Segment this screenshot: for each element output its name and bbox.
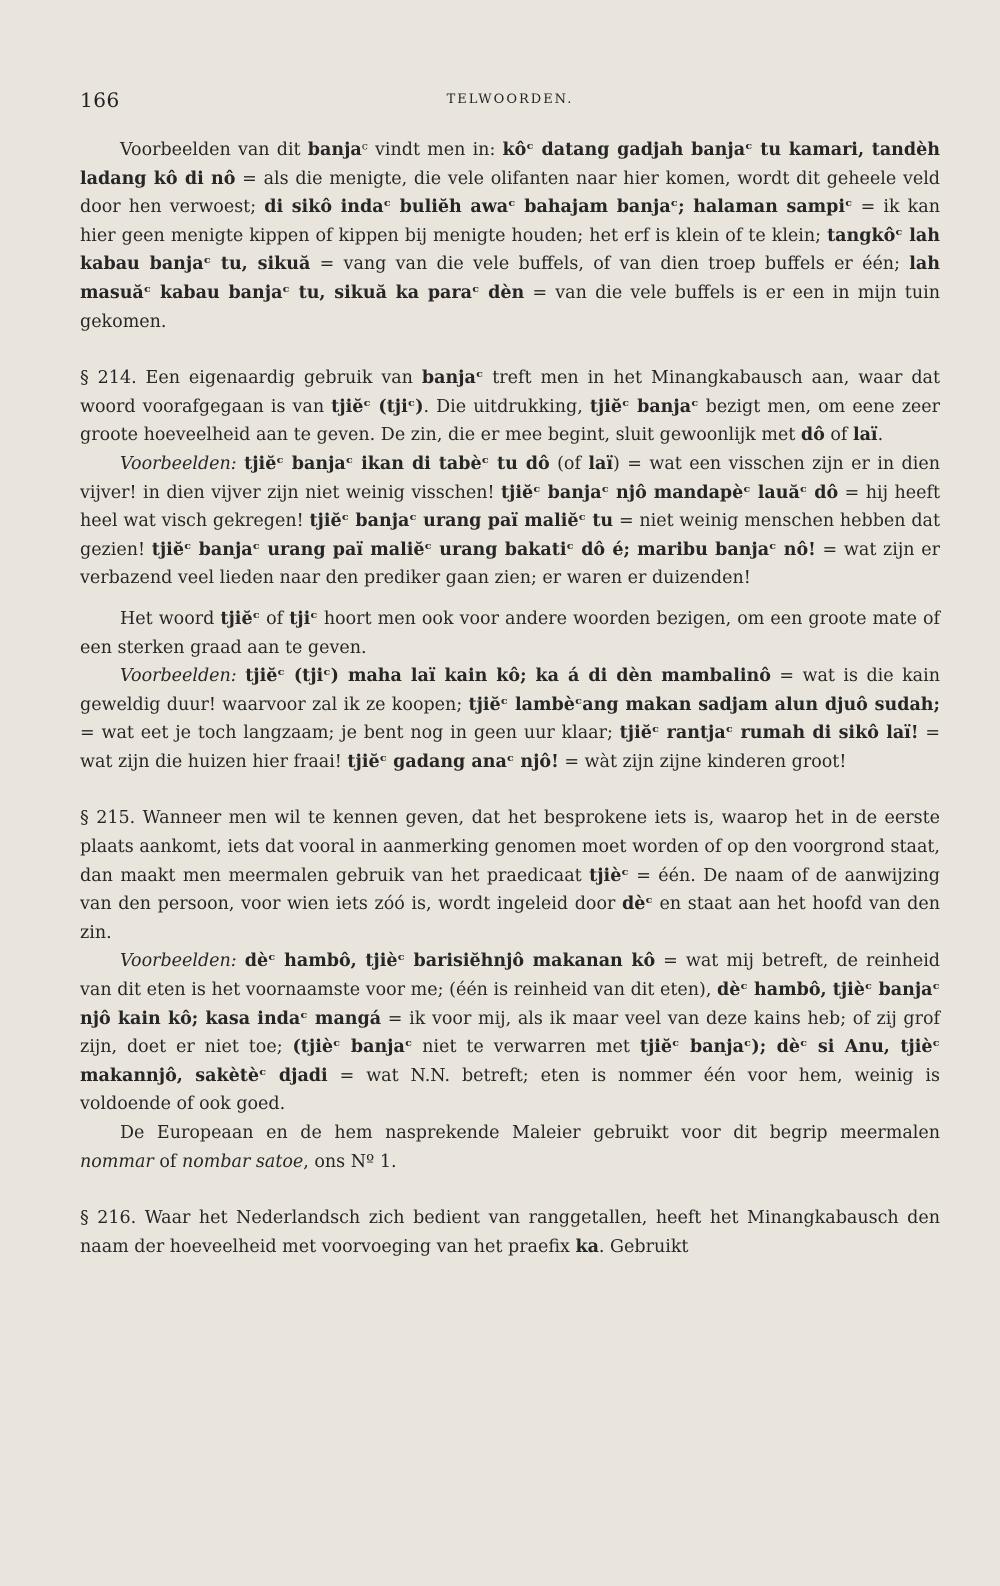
malay-term: di sikô indaᶜ buliĕh awaᶜ bahajam banjaᶜ; halaman sampiᶜ bbox=[264, 197, 853, 218]
text-run bbox=[237, 951, 245, 971]
text-run: § 214. Een eigenaardig gebruik van bbox=[80, 368, 422, 389]
malay-term: banjaᶜ bbox=[421, 368, 484, 389]
text-run bbox=[237, 666, 245, 686]
malay-term: dô bbox=[800, 425, 825, 446]
text-run: De Europeaan en de hem nasprekende Maleier gebruikt voor dit begrip meermalen bbox=[120, 1123, 940, 1143]
malay-term: lah masuăᶜ kabau banjaᶜ tu, sikuă ka paraᶜ dèn bbox=[80, 254, 940, 303]
text-run: = niet weinig menschen hebben dat gezien! bbox=[80, 511, 940, 560]
paragraph bbox=[80, 662, 940, 776]
text-run: = hij heeft heel wat visch gekregen! bbox=[80, 482, 941, 532]
paragraph bbox=[80, 947, 940, 1119]
text-run: ᶜ bbox=[361, 140, 368, 160]
malay-term: tjiĕᶜ banjaᶜ urang paï maliĕᶜ tu bbox=[309, 511, 614, 532]
text-run: = wat mij betreft, de reinheid van dit eten is het voornaamste voor me; (één is reinheid van dit eten), bbox=[80, 951, 941, 1001]
italic-text: Voorbeelden: bbox=[120, 453, 237, 474]
text-run: § 215. Wanneer men wil te kennen geven, dat het besprokene iets is, waarop het in de eerste plaats aankomt, iets dat vooral in aanmerking genomen moet worden of op den voorgrond staat, dan maakt men meermalen gebruik van het praedicaat bbox=[80, 808, 940, 886]
malay-term: laï bbox=[852, 425, 878, 446]
italic-text: Voorbeelden: bbox=[120, 951, 237, 972]
malay-term: tjiĕᶜ banjaᶜ ikan di tabèᶜ tu dô bbox=[244, 453, 550, 474]
malay-term: kôᶜ datang gadjah banjaᶜ tu kamari, tandèh ladang kô di nô bbox=[80, 140, 940, 189]
text-run: = wat is die kain geweldig duur! waarvoor zal ik ze koopen; bbox=[80, 666, 940, 715]
malay-term: tjiĕᶜ banjaᶜ); dèᶜ si Anu, tjièᶜ makannjô, sakètèᶜ djadi bbox=[80, 1037, 941, 1086]
text-run: niet te verwarren met bbox=[412, 1037, 640, 1058]
malay-term: tjiĕᶜ banjaᶜ njô mandapèᶜ lauăᶜ dô bbox=[500, 482, 839, 503]
malay-term: (tjièᶜ banjaᶜ bbox=[292, 1037, 413, 1058]
paragraph bbox=[80, 605, 940, 662]
text-run: = als die menigte, die vele olifanten naar hier komen, wordt dit geheele veld door hen verwoest; bbox=[80, 168, 940, 218]
malay-term: tjiĕᶜ gadang anaᶜ njô! bbox=[347, 751, 559, 772]
malay-term: tjiĕᶜ lambèᶜang makan sadjam alun djuô sudah; bbox=[468, 694, 940, 715]
paragraph bbox=[80, 364, 940, 450]
text-run: = wat N.N. betreft; eten is nommer één voor hem, weinig is voldoende of ook goed. bbox=[80, 1065, 940, 1115]
malay-term: tangkôᶜ lah kabau banjaᶜ tu, sikuă bbox=[80, 225, 940, 275]
text-run: . bbox=[877, 425, 884, 446]
malay-term: dèᶜ bbox=[621, 894, 653, 915]
text-run: . Die uitdrukking, bbox=[423, 396, 590, 417]
body-text bbox=[80, 136, 940, 1261]
malay-term: tjiĕᶜ rantjaᶜ rumah di sikô laï! bbox=[619, 723, 919, 744]
italic-text: nommar bbox=[80, 1151, 154, 1172]
text-run: (of bbox=[549, 453, 589, 474]
malay-term: banja bbox=[307, 140, 362, 160]
text-run: of bbox=[260, 608, 290, 629]
text-run: en staat aan het hoofd van den zin. bbox=[80, 894, 941, 943]
text-run: = wat zijn er verbazend veel lieden naar den prediker gaan zien; er waren er duizenden! bbox=[80, 539, 940, 589]
text-run: = van die vele buffels is er een in mijn tuin gekomen. bbox=[80, 282, 940, 332]
malay-term: tjiĕᶜ (tjiᶜ) bbox=[331, 396, 424, 417]
malay-term: ka bbox=[575, 1236, 599, 1257]
malay-term: tjiĕᶜ banjaᶜ bbox=[589, 396, 699, 417]
text-run: = ik kan hier geen menigte kippen of kippen bij menigte houden; het erf is klein of te klein; bbox=[80, 197, 940, 246]
text-run: = wat zijn die huizen hier fraai! bbox=[80, 723, 940, 772]
paragraph bbox=[80, 804, 940, 947]
paragraph bbox=[80, 450, 940, 593]
text-run: vindt men in: bbox=[367, 140, 503, 160]
page-number: 166 bbox=[80, 88, 120, 112]
malay-term: tjiᶜ bbox=[289, 608, 318, 629]
italic-text: Voorbeelden: bbox=[120, 666, 237, 687]
text-run: treft men in het Minangkabausch aan, waar dat woord voorafgegaan is van bbox=[80, 368, 940, 417]
text-run: Voorbeelden van dit bbox=[120, 140, 308, 160]
malay-term: tjiĕᶜ (tjiᶜ) maha laï kain kô; ka á di dèn mambalinô bbox=[245, 666, 771, 687]
text-run: § 216. Waar het Nederlandsch zich bedient van ranggetallen, heeft het Minangkabausch den naam der hoeveelheid met voorvoeging van het praefix bbox=[80, 1208, 940, 1257]
text-run: = vang van die vele buffels, of van dien troep buffels er één; bbox=[310, 254, 910, 275]
text-run: hoort men ook voor andere woorden bezigen, om een groote mate of een sterken graad aan te geven. bbox=[80, 608, 940, 658]
malay-term: dèᶜ hambô, tjièᶜ banjaᶜ njô kain kô; kasa indaᶜ mangá bbox=[80, 980, 940, 1029]
text-run: ) = wat een visschen zijn er in dien vijver! in dien vijver zijn niet weinig visschen! bbox=[80, 453, 940, 503]
text-run: = wat eet je toch langzaam; je bent nog in geen uur klaar; bbox=[80, 723, 620, 744]
text-run: . Gebruikt bbox=[598, 1236, 689, 1257]
text-run: of bbox=[153, 1151, 182, 1172]
malay-term: tjiĕᶜ bbox=[220, 608, 261, 629]
text-run: = ik voor mij, als ik maar veel van deze kains heb; of zij grof zijn, doet er niet toe; bbox=[80, 1008, 940, 1058]
malay-term: tjiĕᶜ banjaᶜ urang paï maliĕᶜ urang bakatiᶜ dô é; maribu banjaᶜ nô! bbox=[151, 539, 816, 560]
text-run: of bbox=[824, 425, 853, 446]
paragraph bbox=[80, 136, 940, 336]
text-run: , ons Nº 1. bbox=[303, 1151, 397, 1172]
malay-term: tjièᶜ bbox=[589, 865, 629, 886]
malay-term: dèᶜ hambô, tjièᶜ barisiĕhnjô makanan kô bbox=[244, 951, 656, 972]
italic-text: nombar satoe bbox=[181, 1151, 304, 1172]
text-run: bezigt men, om eene zeer groote hoeveelheid aan te geven. De zin, die er mee begint, sluit gewoonlijk met bbox=[80, 396, 941, 446]
text-run: Het woord bbox=[120, 608, 221, 629]
running-title: TELWOORDEN. bbox=[446, 92, 574, 107]
text-run: = wàt zijn zijne kinderen groot! bbox=[558, 751, 847, 772]
paragraph bbox=[80, 1204, 940, 1261]
page-header bbox=[80, 88, 940, 118]
text-run: = één. De naam of de aanwijzing van den persoon, voor wien iets zóó is, wordt ingeleid door bbox=[80, 865, 940, 915]
malay-term: laï bbox=[588, 453, 614, 474]
paragraph bbox=[80, 1119, 940, 1176]
